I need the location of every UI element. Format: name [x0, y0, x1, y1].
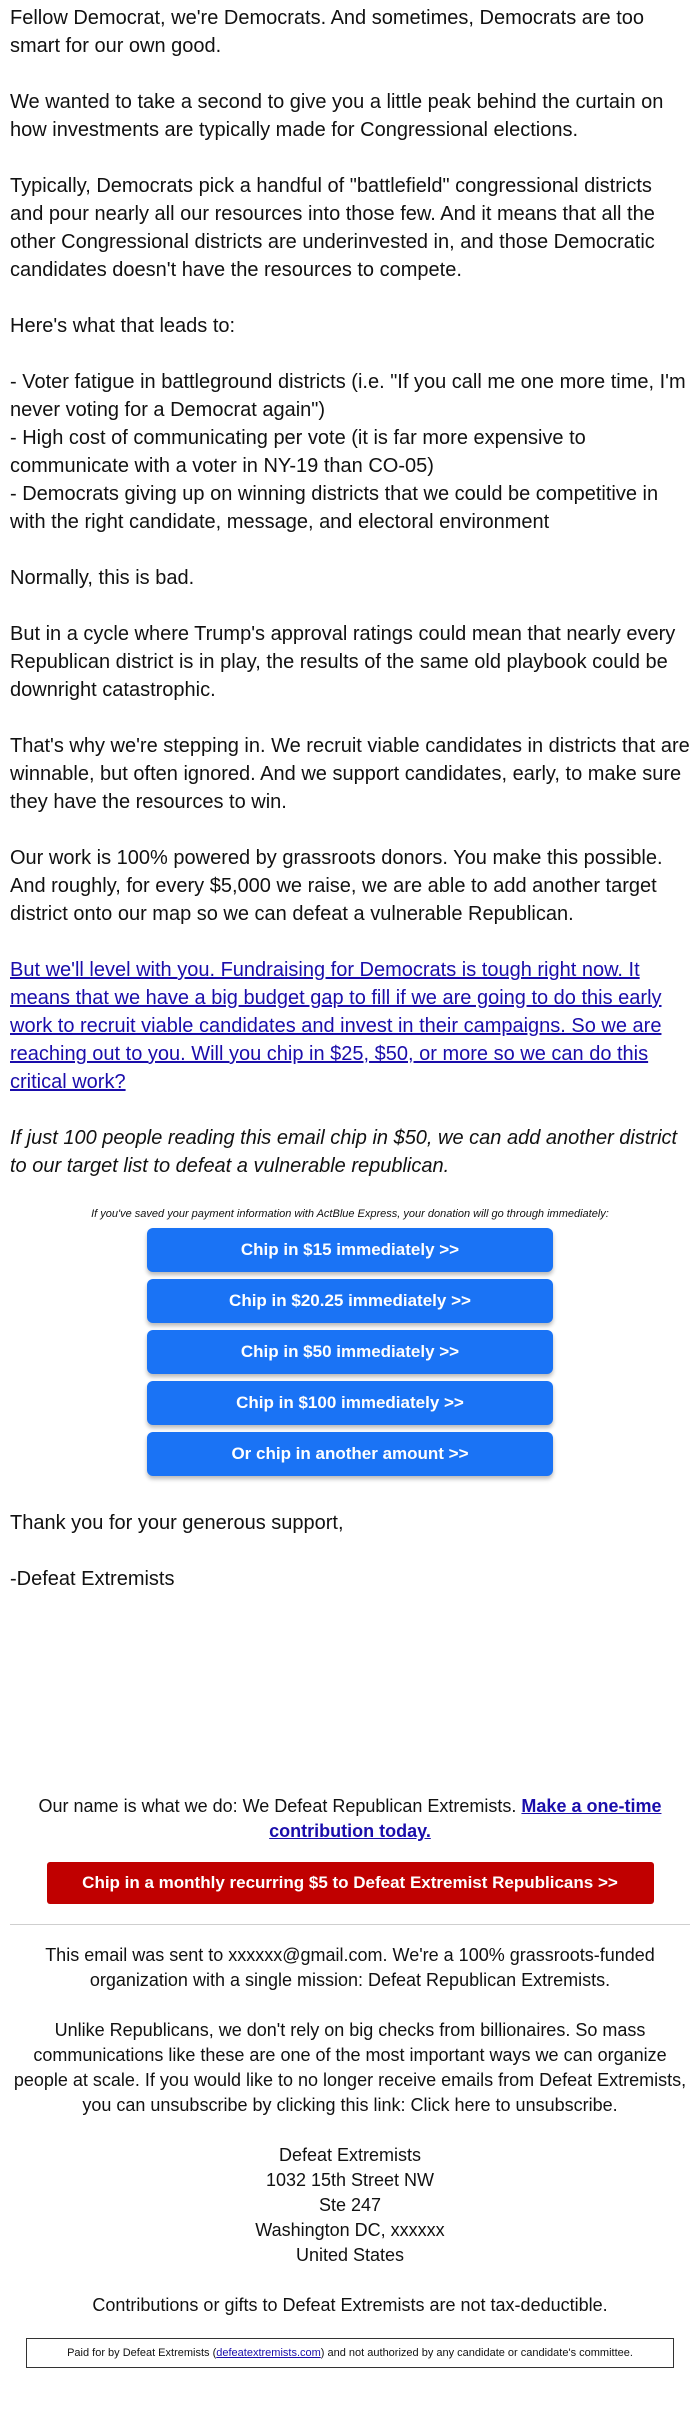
peak-paragraph: We wanted to take a second to give you a little peak behind the curtain on how investments are typically made for Congressional elections.	[10, 91, 664, 141]
chip-100-button[interactable]: Chip in $100 immediately >>	[147, 1381, 553, 1425]
chip-15-button[interactable]: Chip in $15 immediately >>	[147, 1228, 553, 1272]
address-line: Ste 247	[318, 2195, 382, 2215]
donation-buttons	[10, 1228, 690, 1476]
tagline-text: Our name is what we do: We Defeat Republican Extremists.	[38, 1796, 517, 1816]
normally-paragraph: Normally, this is bad.	[10, 567, 195, 589]
signature: -Defeat Extremists	[10, 1568, 175, 1590]
actblue-note: If you've saved your payment information with ActBlue Express, your donation will go through immediately:	[91, 1208, 609, 1220]
unsubscribe-text: Unlike Republicans, we don't rely on big checks from billionaires. So mass communications like these are one of the most important ways we can organize people at scale. If you would like to no longer receive emails from Defeat Extremists, you can unsubscribe by clicking this link: Click here to unsubscribe.	[13, 2020, 687, 2115]
battlefield-paragraph: Typically, Democrats pick a handful of "battlefield" congressional districts and pour nearly all our resources into those few. And it means that all the other Congressional districts are underinvested in, and those Democratic candidates doesn't have the resources to compete.	[10, 175, 655, 281]
footer-tagline	[10, 1794, 690, 1844]
chip-20-25-button[interactable]: Chip in $20.25 immediately >>	[147, 1279, 553, 1323]
footer-divider	[10, 1924, 690, 1925]
monthly-recurring-button[interactable]: Chip in a monthly recurring $5 to Defeat Extremist Republicans >>	[47, 1862, 654, 1904]
list-item: - Democrats giving up on winning districts that we could be competitive in with the right candidate, message, and electoral environment	[10, 483, 659, 533]
website-link[interactable]: defeatextremists.com	[216, 2347, 321, 2359]
address-line: Washington DC, xxxxxx	[255, 2220, 445, 2240]
appeal-paragraph	[10, 956, 690, 1096]
paid-for-disclaimer	[26, 2338, 674, 2368]
paid-prefix: Paid for by Defeat Extremists (	[67, 2347, 217, 2359]
intro-paragraph: Fellow Democrat, we're Democrats. And sometimes, Democrats are too smart for our own good.	[10, 7, 645, 57]
address-line: United States	[295, 2245, 405, 2265]
target-paragraph: If just 100 people reading this email chip in $50, we can add another district to our target list to defeat a vulnerable republican.	[10, 1127, 678, 1177]
list-item: - Voter fatigue in battleground districts (i.e. "If you call me one more time, I'm never voting for a Democrat again")	[10, 371, 686, 421]
grassroots-paragraph: Our work is 100% powered by grassroots donors. You make this possible. And roughly, for every $5,000 we raise, we are able to add another target district onto our map so we can defeat a vulnerable Republican.	[10, 847, 663, 925]
stepping-in-paragraph: That's why we're stepping in. We recruit viable candidates in districts that are winnable, but often ignored. And we support candidates, early, to make sure they have the resources to win.	[10, 735, 690, 813]
list-item: - High cost of communicating per vote (it is far more expensive to communicate with a voter in NY-19 than CO-05)	[10, 427, 586, 477]
address-line: Defeat Extremists	[278, 2145, 422, 2165]
chip-50-button[interactable]: Chip in $50 immediately >>	[147, 1330, 553, 1374]
spacer	[10, 1621, 690, 1794]
mailing-address	[10, 2143, 690, 2268]
chip-other-amount-button[interactable]: Or chip in another amount >>	[147, 1432, 553, 1476]
leads-to-paragraph: Here's what that leads to:	[10, 315, 236, 337]
consequence-list	[10, 368, 690, 536]
sent-to-text: This email was sent to xxxxxx@gmail.com. We're a 100% grassroots-funded organization with a single mission: Defeat Republican Extremists.	[45, 1945, 655, 1990]
tax-note: Contributions or gifts to Defeat Extremists are not tax-deductible.	[92, 2295, 608, 2315]
trump-paragraph: But in a cycle where Trump's approval ratings could mean that nearly every Republican district is in play, the results of the same old playbook could be downright catastrophic.	[10, 623, 676, 701]
appeal-link[interactable]: But we'll level with you. Fundraising for Democrats is tough right now. It means that we have a big budget gap to fill if we are going to do this early work to recruit viable candidates and invest in their campaigns. So we are reaching out to you. Will you chip in $25, $50, or more so we can do this critical work?	[10, 959, 662, 1093]
one-time-contribution-link[interactable]: Make a one-time contribution today.	[269, 1796, 662, 1841]
paid-suffix: ) and not authorized by any candidate or candidate's committee.	[320, 2347, 633, 2359]
thanks-line: Thank you for your generous support,	[10, 1512, 344, 1534]
address-line: 1032 15th Street NW	[265, 2170, 435, 2190]
